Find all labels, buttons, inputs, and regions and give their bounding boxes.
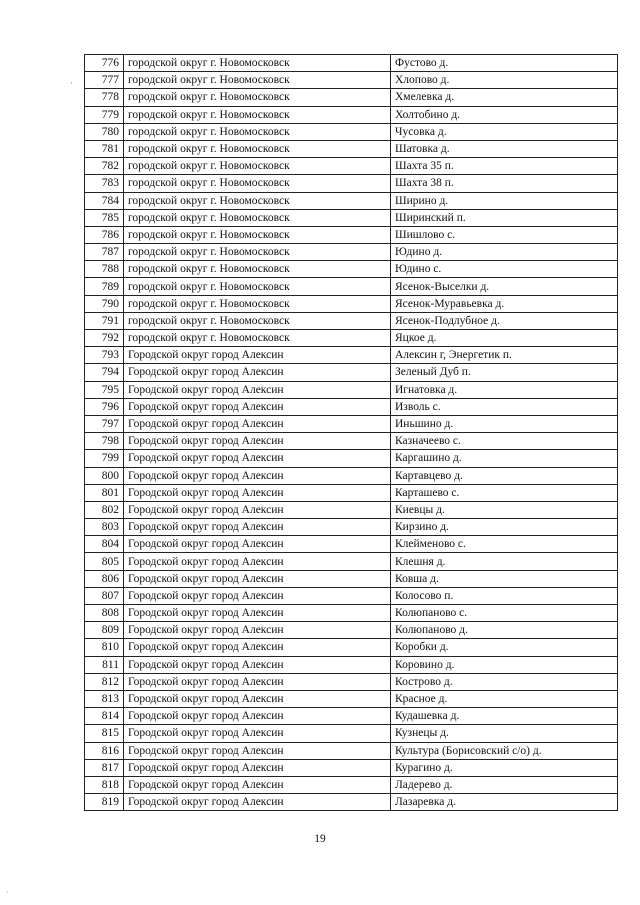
district-cell: Городской округ город Алексин [124, 484, 391, 501]
row-number-cell: 787 [85, 244, 124, 261]
district-cell: Городской округ город Алексин [124, 673, 391, 690]
district-cell: городской округ г. Новомосковск [124, 261, 391, 278]
district-cell: Городской округ город Алексин [124, 519, 391, 536]
row-number-cell: 782 [85, 158, 124, 175]
table-row [85, 89, 618, 106]
district-cell: Городской округ город Алексин [124, 398, 391, 415]
row-number-cell: 817 [85, 759, 124, 776]
row-number-cell: 777 [85, 72, 124, 89]
table-row [85, 587, 618, 604]
table-row [85, 106, 618, 123]
settlement-cell: Яцкое д. [391, 330, 618, 347]
district-cell: городской округ г. Новомосковск [124, 55, 391, 72]
row-number-cell: 778 [85, 89, 124, 106]
district-cell: городской округ г. Новомосковск [124, 158, 391, 175]
margin-mark: · [70, 78, 73, 88]
table-row [85, 209, 618, 226]
row-number-cell: 812 [85, 673, 124, 690]
row-number-cell: 803 [85, 519, 124, 536]
settlement-cell: Шатовка д. [391, 140, 618, 157]
settlement-cell: Колюпаново с. [391, 605, 618, 622]
row-number-cell: 809 [85, 622, 124, 639]
table-row [85, 725, 618, 742]
district-cell: Городской округ город Алексин [124, 759, 391, 776]
district-cell: Городской округ город Алексин [124, 690, 391, 707]
settlement-cell: Ясенок-Подлубное д. [391, 312, 618, 329]
settlement-cell: Кудашевка д. [391, 708, 618, 725]
settlement-cell: Карташево с. [391, 484, 618, 501]
table-row [85, 639, 618, 656]
district-cell: Городской округ город Алексин [124, 656, 391, 673]
settlement-cell: Картавцево д. [391, 467, 618, 484]
row-number-cell: 785 [85, 209, 124, 226]
row-number-cell: 799 [85, 450, 124, 467]
settlement-cell: Колюпаново д. [391, 622, 618, 639]
district-cell: городской округ г. Новомосковск [124, 226, 391, 243]
page-number: 19 [314, 833, 326, 845]
table-row [85, 570, 618, 587]
district-cell: Городской округ город Алексин [124, 708, 391, 725]
settlement-cell: Курагино д. [391, 759, 618, 776]
district-cell: городской округ г. Новомосковск [124, 192, 391, 209]
district-cell: городской округ г. Новомосковск [124, 278, 391, 295]
row-number-cell: 793 [85, 347, 124, 364]
row-number-cell: 796 [85, 398, 124, 415]
row-number-cell: 804 [85, 536, 124, 553]
settlement-cell: Красное д. [391, 690, 618, 707]
table-row [85, 55, 618, 72]
row-number-cell: 780 [85, 123, 124, 140]
row-number-cell: 802 [85, 501, 124, 518]
table-row [85, 175, 618, 192]
row-number-cell: 783 [85, 175, 124, 192]
district-cell: Городской округ город Алексин [124, 794, 391, 811]
district-cell: Городской округ город Алексин [124, 381, 391, 398]
row-number-cell: 781 [85, 140, 124, 157]
row-number-cell: 784 [85, 192, 124, 209]
district-cell: городской округ г. Новомосковск [124, 312, 391, 329]
settlement-cell: Казначеево с. [391, 433, 618, 450]
district-cell: городской округ г. Новомосковск [124, 330, 391, 347]
settlement-cell: Ладерево д. [391, 776, 618, 793]
settlement-cell: Киевцы д. [391, 501, 618, 518]
settlement-cell: Изволь с. [391, 398, 618, 415]
settlement-cell: Юдино с. [391, 261, 618, 278]
district-cell: Городской округ город Алексин [124, 364, 391, 381]
district-cell: городской округ г. Новомосковск [124, 175, 391, 192]
settlement-cell: Шахта 35 п. [391, 158, 618, 175]
table-row [85, 690, 618, 707]
table-row [85, 123, 618, 140]
settlement-cell: Кирзино д. [391, 519, 618, 536]
table-row [85, 278, 618, 295]
row-number-cell: 801 [85, 484, 124, 501]
settlements-table-body [85, 55, 618, 811]
row-number-cell: 807 [85, 587, 124, 604]
row-number-cell: 776 [85, 55, 124, 72]
district-cell: Городской округ город Алексин [124, 536, 391, 553]
settlement-cell: Игнатовка д. [391, 381, 618, 398]
table-row [85, 381, 618, 398]
settlement-cell: Лазаревка д. [391, 794, 618, 811]
row-number-cell: 786 [85, 226, 124, 243]
settlement-cell: Кузнецы д. [391, 725, 618, 742]
settlement-cell: Каргашино д. [391, 450, 618, 467]
table-row [85, 261, 618, 278]
district-cell: городской округ г. Новомосковск [124, 295, 391, 312]
row-number-cell: 779 [85, 106, 124, 123]
district-cell: городской округ г. Новомосковск [124, 209, 391, 226]
table-row [85, 295, 618, 312]
district-cell: Городской округ город Алексин [124, 553, 391, 570]
settlement-cell: Хмелевка д. [391, 89, 618, 106]
table-row [85, 415, 618, 432]
settlement-cell: Культура (Борисовский с/о) д. [391, 742, 618, 759]
row-number-cell: 806 [85, 570, 124, 587]
settlement-cell: Кострово д. [391, 673, 618, 690]
row-number-cell: 805 [85, 553, 124, 570]
settlements-table [84, 54, 618, 811]
settlement-cell: Ширинский п. [391, 209, 618, 226]
settlement-cell: Хлопово д. [391, 72, 618, 89]
district-cell: Городской округ город Алексин [124, 639, 391, 656]
table-row [85, 192, 618, 209]
table-row [85, 794, 618, 811]
district-cell: Городской округ город Алексин [124, 725, 391, 742]
row-number-cell: 794 [85, 364, 124, 381]
settlement-cell: Колосово п. [391, 587, 618, 604]
table-row [85, 450, 618, 467]
district-cell: Городской округ город Алексин [124, 605, 391, 622]
table-row [85, 364, 618, 381]
settlement-cell: Ширино д. [391, 192, 618, 209]
table-row [85, 330, 618, 347]
settlement-cell: Коробки д. [391, 639, 618, 656]
settlement-cell: Алексин г, Энергетик п. [391, 347, 618, 364]
row-number-cell: 808 [85, 605, 124, 622]
district-cell: городской округ г. Новомосковск [124, 140, 391, 157]
settlement-cell: Ясенок-Выселки д. [391, 278, 618, 295]
table-row [85, 536, 618, 553]
district-cell: Городской округ город Алексин [124, 467, 391, 484]
row-number-cell: 798 [85, 433, 124, 450]
table-row [85, 226, 618, 243]
table-row [85, 347, 618, 364]
row-number-cell: 819 [85, 794, 124, 811]
table-row [85, 140, 618, 157]
row-number-cell: 813 [85, 690, 124, 707]
row-number-cell: 788 [85, 261, 124, 278]
district-cell: городской округ г. Новомосковск [124, 106, 391, 123]
settlement-cell: Коровино д. [391, 656, 618, 673]
table-row [85, 312, 618, 329]
district-cell: городской округ г. Новомосковск [124, 72, 391, 89]
settlement-cell: Холтобино д. [391, 106, 618, 123]
district-cell: Городской округ город Алексин [124, 450, 391, 467]
table-row [85, 776, 618, 793]
settlement-cell: Ясенок-Муравьевка д. [391, 295, 618, 312]
row-number-cell: 811 [85, 656, 124, 673]
table-row [85, 759, 618, 776]
settlement-cell: Клейменово с. [391, 536, 618, 553]
table-row [85, 673, 618, 690]
corner-mark: · [6, 888, 9, 897]
district-cell: Городской округ город Алексин [124, 587, 391, 604]
row-number-cell: 789 [85, 278, 124, 295]
district-cell: Городской округ город Алексин [124, 622, 391, 639]
table-row [85, 708, 618, 725]
district-cell: Городской округ город Алексин [124, 415, 391, 432]
table-row [85, 605, 618, 622]
table-row [85, 244, 618, 261]
table-row [85, 433, 618, 450]
district-cell: Городской округ город Алексин [124, 347, 391, 364]
table-row [85, 622, 618, 639]
settlement-cell: Клешня д. [391, 553, 618, 570]
table-row [85, 484, 618, 501]
row-number-cell: 790 [85, 295, 124, 312]
table-row [85, 398, 618, 415]
district-cell: городской округ г. Новомосковск [124, 244, 391, 261]
settlement-cell: Ковша д. [391, 570, 618, 587]
row-number-cell: 797 [85, 415, 124, 432]
settlement-cell: Чусовка д. [391, 123, 618, 140]
table-row [85, 72, 618, 89]
settlement-cell: Юдино д. [391, 244, 618, 261]
row-number-cell: 792 [85, 330, 124, 347]
district-cell: городской округ г. Новомосковск [124, 123, 391, 140]
table-row [85, 467, 618, 484]
row-number-cell: 800 [85, 467, 124, 484]
settlement-cell: Фустово д. [391, 55, 618, 72]
table-row [85, 553, 618, 570]
table-row [85, 519, 618, 536]
row-number-cell: 791 [85, 312, 124, 329]
settlement-cell: Шахта 38 п. [391, 175, 618, 192]
settlement-cell: Шишлово с. [391, 226, 618, 243]
row-number-cell: 818 [85, 776, 124, 793]
settlement-cell: Иньшино д. [391, 415, 618, 432]
table-row [85, 501, 618, 518]
table-row [85, 656, 618, 673]
district-cell: Городской округ город Алексин [124, 776, 391, 793]
row-number-cell: 816 [85, 742, 124, 759]
district-cell: Городской округ город Алексин [124, 501, 391, 518]
table-row [85, 158, 618, 175]
district-cell: Городской округ город Алексин [124, 742, 391, 759]
row-number-cell: 814 [85, 708, 124, 725]
row-number-cell: 795 [85, 381, 124, 398]
district-cell: Городской округ город Алексин [124, 570, 391, 587]
district-cell: городской округ г. Новомосковск [124, 89, 391, 106]
row-number-cell: 810 [85, 639, 124, 656]
table-row [85, 742, 618, 759]
settlement-cell: Зеленый Дуб п. [391, 364, 618, 381]
district-cell: Городской округ город Алексин [124, 433, 391, 450]
row-number-cell: 815 [85, 725, 124, 742]
